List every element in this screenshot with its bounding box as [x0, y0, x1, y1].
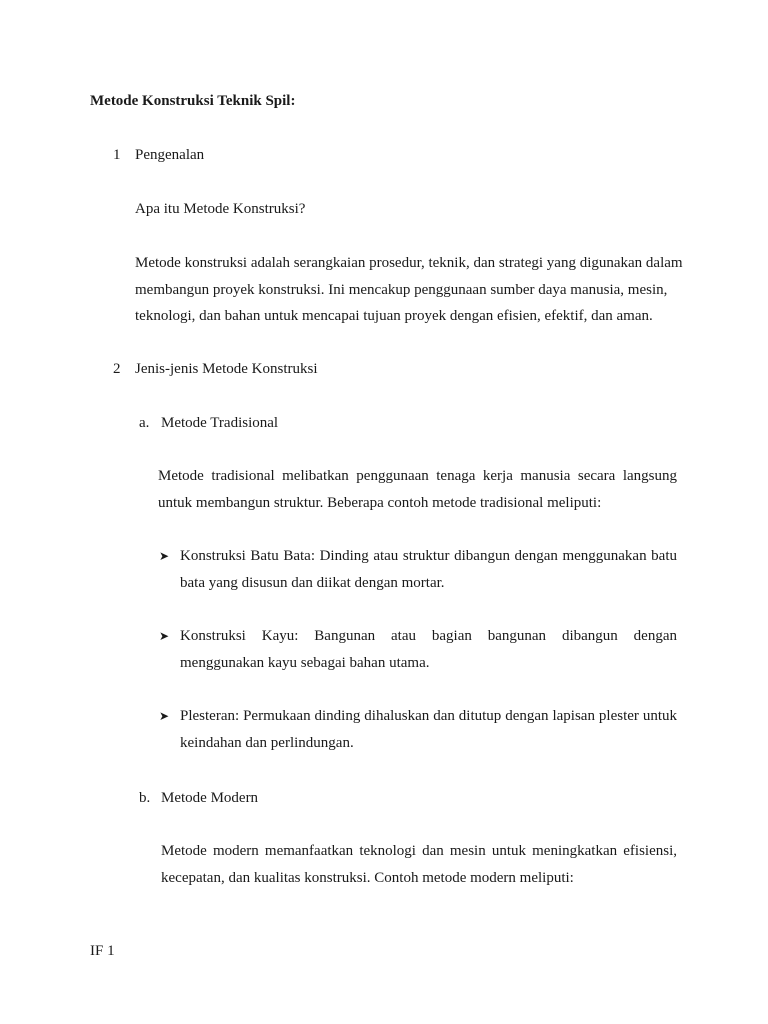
subsection-a-letter: a. — [139, 415, 150, 431]
section-2-number: 2 — [113, 361, 121, 377]
arrowhead-bullet-icon: ➤ — [159, 549, 170, 563]
arrowhead-bullet-icon: ➤ — [159, 629, 170, 643]
subsection-b-heading: Metode Modern — [161, 790, 259, 806]
page-footer: IF 1 — [90, 943, 115, 959]
arrowhead-bullet-icon: ➤ — [159, 709, 170, 723]
section-1-paragraph-line-3: teknologi, dan bahan untuk mencapai tujuan proyek dengan efisien, efektif, dan aman. — [135, 308, 653, 324]
section-1-subheading: Apa itu Metode Konstruksi? — [135, 201, 306, 217]
section-1-paragraph-line-2: membangun proyek konstruksi. Ini mencakup penggunaan sumber daya manusia, mesin, — [135, 282, 668, 298]
section-1-paragraph-line-1: Metode konstruksi adalah serangkaian prosedur, teknik, dan strategi yang digunakan dalam — [135, 255, 683, 271]
subsection-b-letter: b. — [139, 790, 151, 806]
section-2-heading: Jenis-jenis Metode Konstruksi — [135, 361, 318, 377]
section-1-heading: Pengenalan — [135, 147, 205, 163]
section-1-number: 1 — [113, 147, 121, 163]
bullet-item: Konstruksi Kayu: Bangunan atau bagian bangunan dibangun dengan menggunakan kayu sebagai bahan utama. — [180, 628, 677, 671]
subsection-b-paragraph: Metode modern memanfaatkan teknologi dan mesin untuk meningkatkan efisiensi, kecepatan, dan kualitas konstruksi. Contoh metode modern meliputi: — [161, 843, 677, 886]
document-title: Metode Konstruksi Teknik Spil: — [90, 93, 296, 109]
bullet-item: Plesteran: Permukaan dinding dihaluskan dan ditutup dengan lapisan plester untuk keindahan dan perlindungan. — [180, 708, 677, 751]
subsection-a-heading: Metode Tradisional — [161, 415, 279, 431]
subsection-a-paragraph: Metode tradisional melibatkan penggunaan tenaga kerja manusia secara langsung untuk membangun struktur. Beberapa contoh metode tradisional meliputi: — [158, 468, 677, 511]
bullet-item: Konstruksi Batu Bata: Dinding atau struktur dibangun dengan menggunakan batu bata yang disusun dan diikat dengan mortar. — [180, 548, 677, 591]
